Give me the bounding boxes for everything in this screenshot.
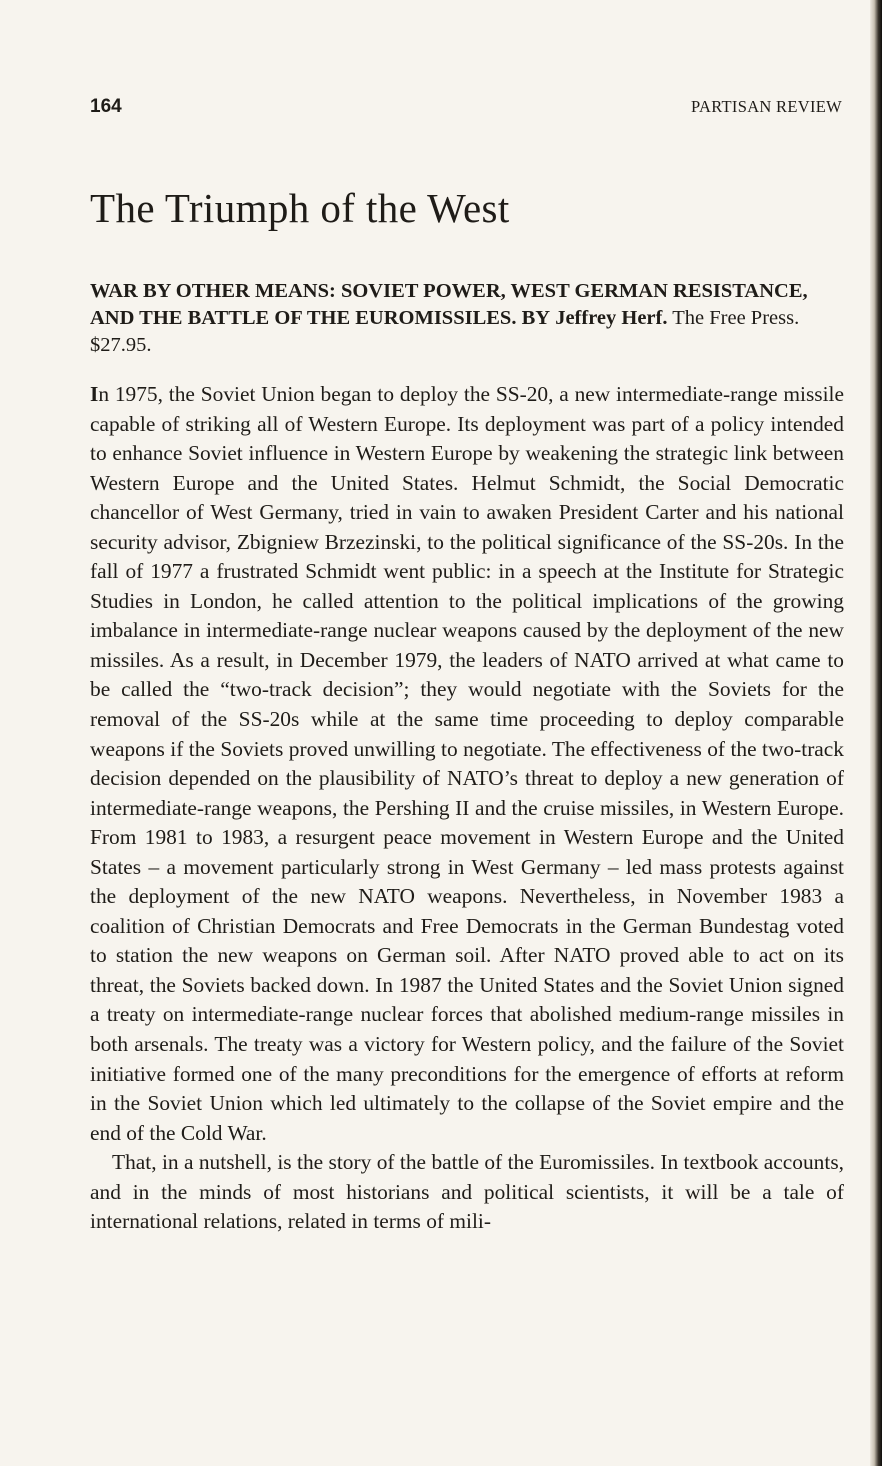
book-publisher-price: The Free Press. $27.95.: [90, 307, 800, 356]
paragraph-2: That, in a nutshell, is the story of the battle of the Euromissiles. In textbook accounts, and in the minds of most historians and political scientists, it will be a tale of international relations, related in terms of mili-: [90, 1150, 844, 1234]
book-citation: [90, 278, 842, 359]
paragraph-1-text: n 1975, the Soviet Union began to deploy the SS-20, a new intermediate-range missile capable of striking all of Western Europe. Its deployment was part of a policy intended to enhance Soviet influence in Western Europe by weakening the strategic link between Western Europe and the United States. Helmut Schmidt, the Social Democratic chancellor of West Germany, tried in vain to awaken President Carter and his national security advisor, Zbigniew Brzezinski, to the political significance of the SS-20s. In the fall of 1977 a frustrated Schmidt went public: in a speech at the Institute for Strategic Studies in London, he called attention to the political implications of the growing imbalance in intermediate-range nuclear weapons caused by the deployment of the new missiles. As a result, in December 1979, the leaders of NATO arrived at what came to be called the “two-track decision”; they would negotiate with the Soviets for the removal of the SS-20s while at the same time proceeding to deploy comparable weapons if the Soviets proved unwilling to negotiate. The effectiveness of the two-track decision depended on the plausibility of NATO’s threat to deploy a new generation of intermediate-range weapons, the Pershing II and the cruise missiles, in Western Europe. From 1981 to 1983, a resurgent peace movement in Western Europe and the United States – a movement particularly strong in West Germany – led mass protests against the deployment of the new NATO weapons. Nevertheless, in November 1983 a coalition of Christian Democrats and Free Democrats in the German Bundestag voted to station the new weapons on German soil. After NATO proved able to act on its threat, the Soviets backed down. In 1987 the United States and the Soviet Union signed a treaty on intermediate-range nuclear forces that abolished medium-range missiles in both arsenals. The treaty was a victory for Western policy, and the failure of the Soviet initiative formed one of the many preconditions for the emergence of efforts at reform in the Soviet Union which led ultimately to the collapse of the Soviet empire and the end of the Cold War.: [90, 382, 844, 1145]
page-number: 164: [90, 96, 122, 117]
page-binding-edge: [870, 0, 882, 1466]
book-by: BY: [521, 307, 551, 329]
book-title: WAR BY OTHER MEANS: SOVIET POWER, WEST GERMAN RESISTANCE, AND THE BATTLE OF THE EUROMISSILES.: [90, 280, 808, 329]
article-body: [90, 380, 844, 1237]
paragraph-initial: I: [90, 382, 99, 406]
book-author: Jeffrey Herf.: [555, 307, 668, 329]
paragraph-1: [90, 380, 844, 1148]
journal-name: PARTISAN REVIEW: [691, 97, 842, 116]
running-head: [90, 96, 842, 124]
article-title: The Triumph of the West: [90, 185, 510, 231]
